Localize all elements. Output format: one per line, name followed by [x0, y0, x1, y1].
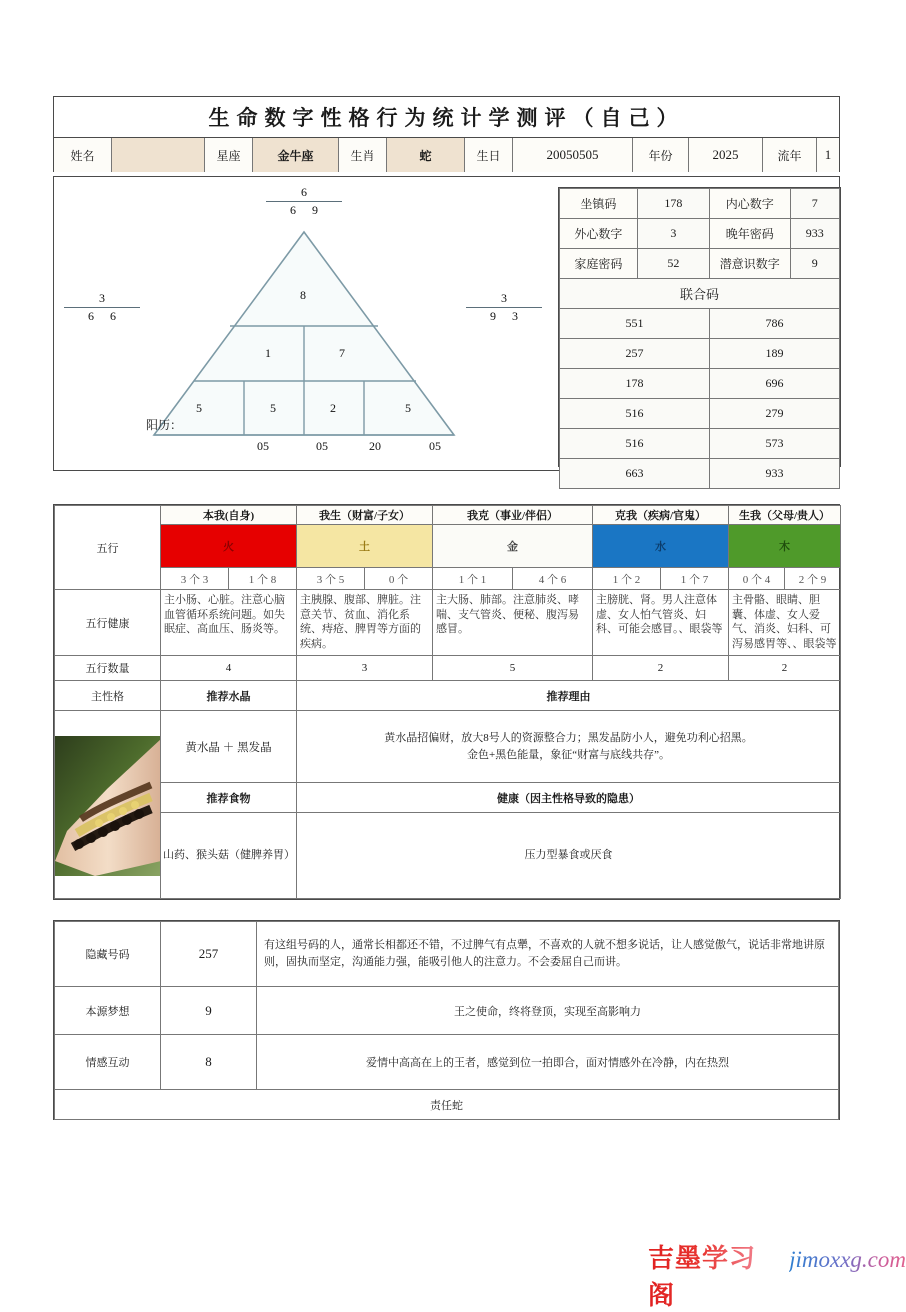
page-title: 生命数字性格行为统计学测评（自己） — [54, 97, 839, 138]
relation-header-3: 我克（事业/伴侣） — [433, 506, 593, 525]
element-cell-water: 水 — [593, 525, 729, 568]
crystal-row — [55, 711, 841, 783]
row-label-main-personality: 主性格 — [55, 681, 161, 711]
crystal-header: 推荐水晶 — [161, 681, 297, 711]
crystal-value-text: 黄水晶 ＋ 黑发晶 — [185, 741, 272, 754]
table-row — [560, 339, 840, 369]
code-key-6: 潜意识数字 — [709, 249, 790, 279]
pyramid-tier1-cell-1: 8 — [300, 288, 306, 302]
pyramid-tier3-cell-3: 2 — [330, 401, 336, 415]
union-left-5: 516 — [560, 429, 710, 459]
table-row — [560, 459, 840, 489]
table-row — [560, 429, 840, 459]
table-row — [560, 309, 840, 339]
pyramid-tier2-cell-2: 7 — [339, 346, 345, 360]
code-key-1: 坐镇码 — [560, 189, 638, 219]
count-4a: 1 个 2 — [593, 568, 661, 590]
table-row — [55, 1090, 839, 1120]
relation-header-4: 克我（疾病/官鬼） — [593, 506, 729, 525]
crystal-reason-line2: 金色+黑色能量，象征“财富与底线共存”。 — [467, 748, 670, 761]
calendar-value-1: 05 — [257, 439, 269, 453]
pyramid-svg — [54, 177, 554, 472]
relation-header-5: 生我（父母/贵人） — [729, 506, 841, 525]
count-3b: 4 个 6 — [513, 568, 593, 590]
health-text-metal: 主大肠、肺部。注意肺炎、哮喘、支气管炎、便秘、腹泻易感冒。 — [433, 590, 593, 656]
calendar-value-2: 05 — [316, 439, 328, 453]
count-total-metal: 5 — [433, 656, 593, 681]
code-value-2: 7 — [790, 189, 839, 219]
health-risk-value: 压力型暴食或厌食 — [297, 813, 841, 899]
row-label-wuxing: 五行 — [55, 506, 161, 590]
food-value: 山药、猴头菇（健脾养胃） — [161, 813, 297, 899]
count-total-row — [55, 656, 841, 681]
code-key-2: 内心数字 — [709, 189, 790, 219]
field-label-zodiac: 星座 — [205, 138, 253, 172]
food-header-row — [55, 783, 841, 813]
codes-table — [558, 187, 841, 480]
right-fraction-right: 3 — [512, 309, 518, 323]
bracelet-photo-image — [55, 711, 160, 898]
table-row — [560, 279, 840, 309]
code-value-6: 9 — [790, 249, 839, 279]
field-label-fleeting-year: 流年 — [763, 138, 817, 172]
table-row — [55, 987, 839, 1035]
code-value-1: 178 — [637, 189, 709, 219]
count-total-fire: 4 — [161, 656, 297, 681]
code-key-3: 外心数字 — [560, 219, 638, 249]
left-fraction-bottom — [64, 308, 140, 324]
code-key-5: 家庭密码 — [560, 249, 638, 279]
code-key-4: 晚年密码 — [709, 219, 790, 249]
summary-footer: 责任蛇 — [55, 1090, 839, 1120]
food-header: 推荐食物 — [161, 783, 297, 813]
apex-fraction-right: 9 — [312, 203, 318, 217]
field-label-animal: 生肖 — [339, 138, 387, 172]
calendar-value-4: 05 — [429, 439, 441, 453]
summary-text-hidden: 有这组号码的人，通常长相都还不错，不过脾气有点犟，不喜欢的人就不想多说话，让人感觉傲气，说话非常地讲原则，固执而坚定，沟通能力强，能吸引他人的注意力。不会委屈自己而讲。 — [257, 922, 839, 987]
table-row — [55, 1035, 839, 1090]
crystal-value — [161, 711, 297, 783]
watermark — [648, 1238, 906, 1312]
row-label-health: 五行健康 — [55, 590, 161, 656]
crystal-reason-header: 推荐理由 — [297, 681, 841, 711]
identity-row — [54, 138, 839, 172]
summary-text-emotion: 爱情中高高在上的王者，感觉到位一拍即合，面对情感外在冷静，内在热烈 — [257, 1035, 839, 1090]
summary-text-origin-dream: 王之使命，终将登顶，实现至高影响力 — [257, 987, 839, 1035]
count-2a: 3 个 5 — [297, 568, 365, 590]
relation-header-row — [55, 506, 841, 525]
main-personality-header-row — [55, 681, 841, 711]
summary-label-emotion: 情感互动 — [55, 1035, 161, 1090]
table-row — [560, 219, 840, 249]
watermark-cn: 吉墨学习阁 — [648, 1238, 780, 1312]
relation-header-1: 本我(自身) — [161, 506, 297, 525]
health-text-wood: 主骨骼、眼睛、胆囊、体虚、女人爱气、消炎、妇科、可泻易感胃等、、眼袋等 — [729, 590, 841, 656]
element-color-row — [55, 525, 841, 568]
count-total-earth: 3 — [297, 656, 433, 681]
food-value-row — [55, 813, 841, 899]
health-row — [55, 590, 841, 656]
count-3a: 1 个 1 — [433, 568, 513, 590]
field-value-fleeting-year[interactable]: 1 — [817, 138, 839, 172]
health-text-fire: 主小肠、心脏。注意心脑血管循环系统问题。如失眠症、高血压、肠炎等。 — [161, 590, 297, 656]
summary-label-origin-dream: 本源梦想 — [55, 987, 161, 1035]
union-left-4: 516 — [560, 399, 710, 429]
count-5a: 0 个 4 — [729, 568, 785, 590]
field-value-name[interactable] — [112, 138, 205, 172]
watermark-en: jimoxxg.com — [789, 1247, 906, 1272]
union-right-1: 786 — [709, 309, 839, 339]
left-fraction-right: 6 — [110, 309, 116, 323]
relation-header-2: 我生（财富/子女） — [297, 506, 433, 525]
table-row — [560, 249, 840, 279]
apex-fraction-bottom — [266, 202, 342, 218]
pyramid-tier2-cell-1: 1 — [265, 346, 271, 360]
crystal-reason-line1: 黄水晶招偏财，放大8号人的资源整合力；黑发晶防小人，避免功利心招黑。 — [384, 732, 753, 744]
health-risk-header: 健康（因主性格导致的隐患） — [297, 783, 841, 813]
pyramid-diagram — [54, 177, 554, 472]
count-1a: 3 个 3 — [161, 568, 229, 590]
count-total-water: 2 — [593, 656, 729, 681]
apex-fraction-top: 6 — [266, 185, 342, 202]
count-5b: 2 个 9 — [785, 568, 841, 590]
field-value-year[interactable]: 2025 — [689, 138, 763, 172]
right-fraction-top: 3 — [466, 291, 542, 308]
union-left-2: 257 — [560, 339, 710, 369]
union-left-1: 551 — [560, 309, 710, 339]
apex-fraction-left: 6 — [290, 203, 296, 217]
union-code-title: 联合码 — [560, 279, 840, 309]
left-fraction-top: 3 — [64, 291, 140, 308]
field-value-birthday[interactable]: 20050505 — [513, 138, 633, 172]
diagram-and-codes-block — [53, 176, 840, 480]
header-block — [53, 96, 840, 172]
solar-calendar-label: 阳历： — [146, 418, 183, 432]
summary-number-hidden: 257 — [161, 922, 257, 987]
field-label-birthday: 生日 — [465, 138, 513, 172]
table-row — [55, 922, 839, 987]
union-right-5: 573 — [709, 429, 839, 459]
code-value-4: 933 — [790, 219, 839, 249]
bracelet-photo — [55, 711, 161, 899]
union-right-3: 696 — [709, 369, 839, 399]
left-fraction-left: 6 — [88, 309, 94, 323]
pyramid-tier3-cell-1: 5 — [196, 401, 202, 415]
health-text-earth: 主胰腺、腹部、脾脏。注意关节、贫血、消化系统、痔疮、脾胃等方面的疾病。 — [297, 590, 433, 656]
element-cell-wood: 木 — [729, 525, 841, 568]
five-elements-block — [53, 504, 840, 900]
right-fraction-left: 9 — [490, 309, 496, 323]
table-row — [560, 399, 840, 429]
element-cell-fire: 火 — [161, 525, 297, 568]
summary-number-origin-dream: 9 — [161, 987, 257, 1035]
element-cell-metal: 金 — [433, 525, 593, 568]
table-row — [560, 189, 840, 219]
field-value-zodiac[interactable]: 金牛座 — [253, 138, 339, 172]
field-label-year: 年份 — [633, 138, 689, 172]
health-text-water: 主膀胱、肾。男人注意体虚、女人怕气管炎、妇科、可能会感冒。、眼袋等 — [593, 590, 729, 656]
summary-number-emotion: 8 — [161, 1035, 257, 1090]
apex-fraction — [266, 185, 342, 218]
left-fraction — [64, 291, 140, 324]
code-value-3: 3 — [637, 219, 709, 249]
union-right-4: 279 — [709, 399, 839, 429]
calendar-value-3: 20 — [369, 439, 381, 453]
count-total-wood: 2 — [729, 656, 841, 681]
right-fraction — [466, 291, 542, 324]
summary-block — [53, 920, 840, 1120]
element-count-row — [55, 568, 841, 590]
right-fraction-bottom — [466, 308, 542, 324]
element-cell-earth: 土 — [297, 525, 433, 568]
summary-label-hidden-number: 隐藏号码 — [55, 922, 161, 987]
field-value-animal[interactable]: 蛇 — [387, 138, 465, 172]
pyramid-tier3-cell-2: 5 — [270, 401, 276, 415]
union-left-6: 663 — [560, 459, 710, 489]
crystal-reason — [297, 711, 841, 783]
code-value-5: 52 — [637, 249, 709, 279]
field-label-name: 姓名 — [54, 138, 112, 172]
bracelet-illustration — [55, 711, 160, 898]
count-2b: 0 个 — [365, 568, 433, 590]
count-4b: 1 个 7 — [661, 568, 729, 590]
pyramid-tier3-cell-4: 5 — [405, 401, 411, 415]
count-1b: 1 个 8 — [229, 568, 297, 590]
union-right-6: 933 — [709, 459, 839, 489]
union-left-3: 178 — [560, 369, 710, 399]
union-right-2: 189 — [709, 339, 839, 369]
table-row — [560, 369, 840, 399]
row-label-count: 五行数量 — [55, 656, 161, 681]
